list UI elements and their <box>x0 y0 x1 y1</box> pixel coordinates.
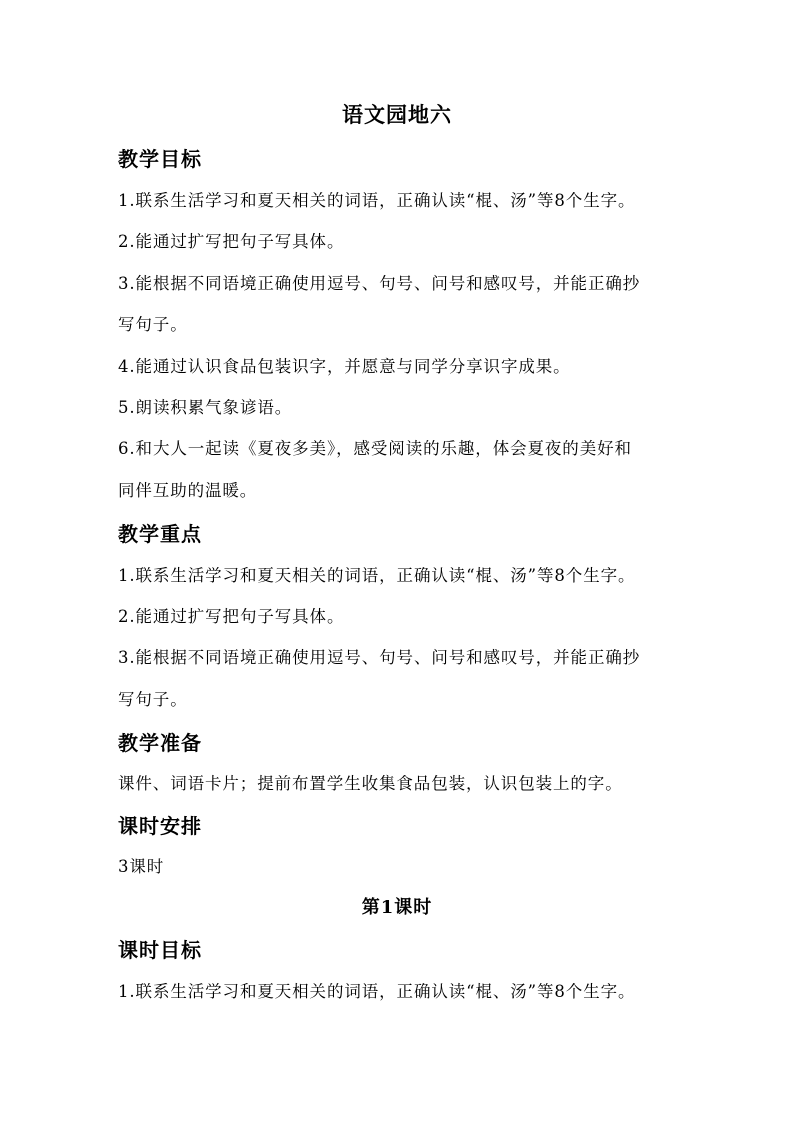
key-point-line: 写句子。 <box>118 690 188 709</box>
goal-line: 6.和大人一起读《夏夜多美》，感受阅读的乐趣，体会夏夜的美好和 <box>118 439 632 458</box>
section-heading-schedule: 课时安排 <box>118 814 202 838</box>
key-point-line: 1.联系生活学习和夏天相关的词语，正确认读“棍、汤”等8个生字。 <box>118 566 636 585</box>
goal-line: 1.联系生活学习和夏天相关的词语，正确认读“棍、汤”等8个生字。 <box>118 191 636 210</box>
key-point-line: 2.能通过扩写把句子写具体。 <box>118 607 345 626</box>
lesson-heading: 第1课时 <box>361 897 433 918</box>
goal-line: 3.能根据不同语境正确使用逗号、句号、问号和感叹号，并能正确抄 <box>118 274 641 293</box>
goal-line: 2.能通过扩写把句子写具体。 <box>118 232 345 251</box>
goal-line: 同伴互助的温暖。 <box>118 481 258 500</box>
schedule-line: 3课时 <box>118 857 165 876</box>
section-heading-key-points: 教学重点 <box>118 522 202 546</box>
key-point-line: 3.能根据不同语境正确使用逗号、句号、问号和感叹号，并能正确抄 <box>118 648 641 667</box>
lesson-goal-line: 1.联系生活学习和夏天相关的词语，正确认读“棍、汤”等8个生字。 <box>118 982 636 1001</box>
section-heading-lesson-goals: 课时目标 <box>118 938 202 962</box>
preparation-line: 课件、词语卡片；提前布置学生收集食品包装，认识包装上的字。 <box>118 774 623 793</box>
goal-line: 写句子。 <box>118 315 188 334</box>
goal-line: 4.能通过认识食品包装识字，并愿意与同学分享识字成果。 <box>118 357 571 376</box>
goal-line: 5.朗读积累气象谚语。 <box>118 398 293 417</box>
section-heading-preparation: 教学准备 <box>118 731 202 755</box>
section-heading-goals: 教学目标 <box>118 147 202 171</box>
page-title: 语文园地六 <box>342 102 452 127</box>
